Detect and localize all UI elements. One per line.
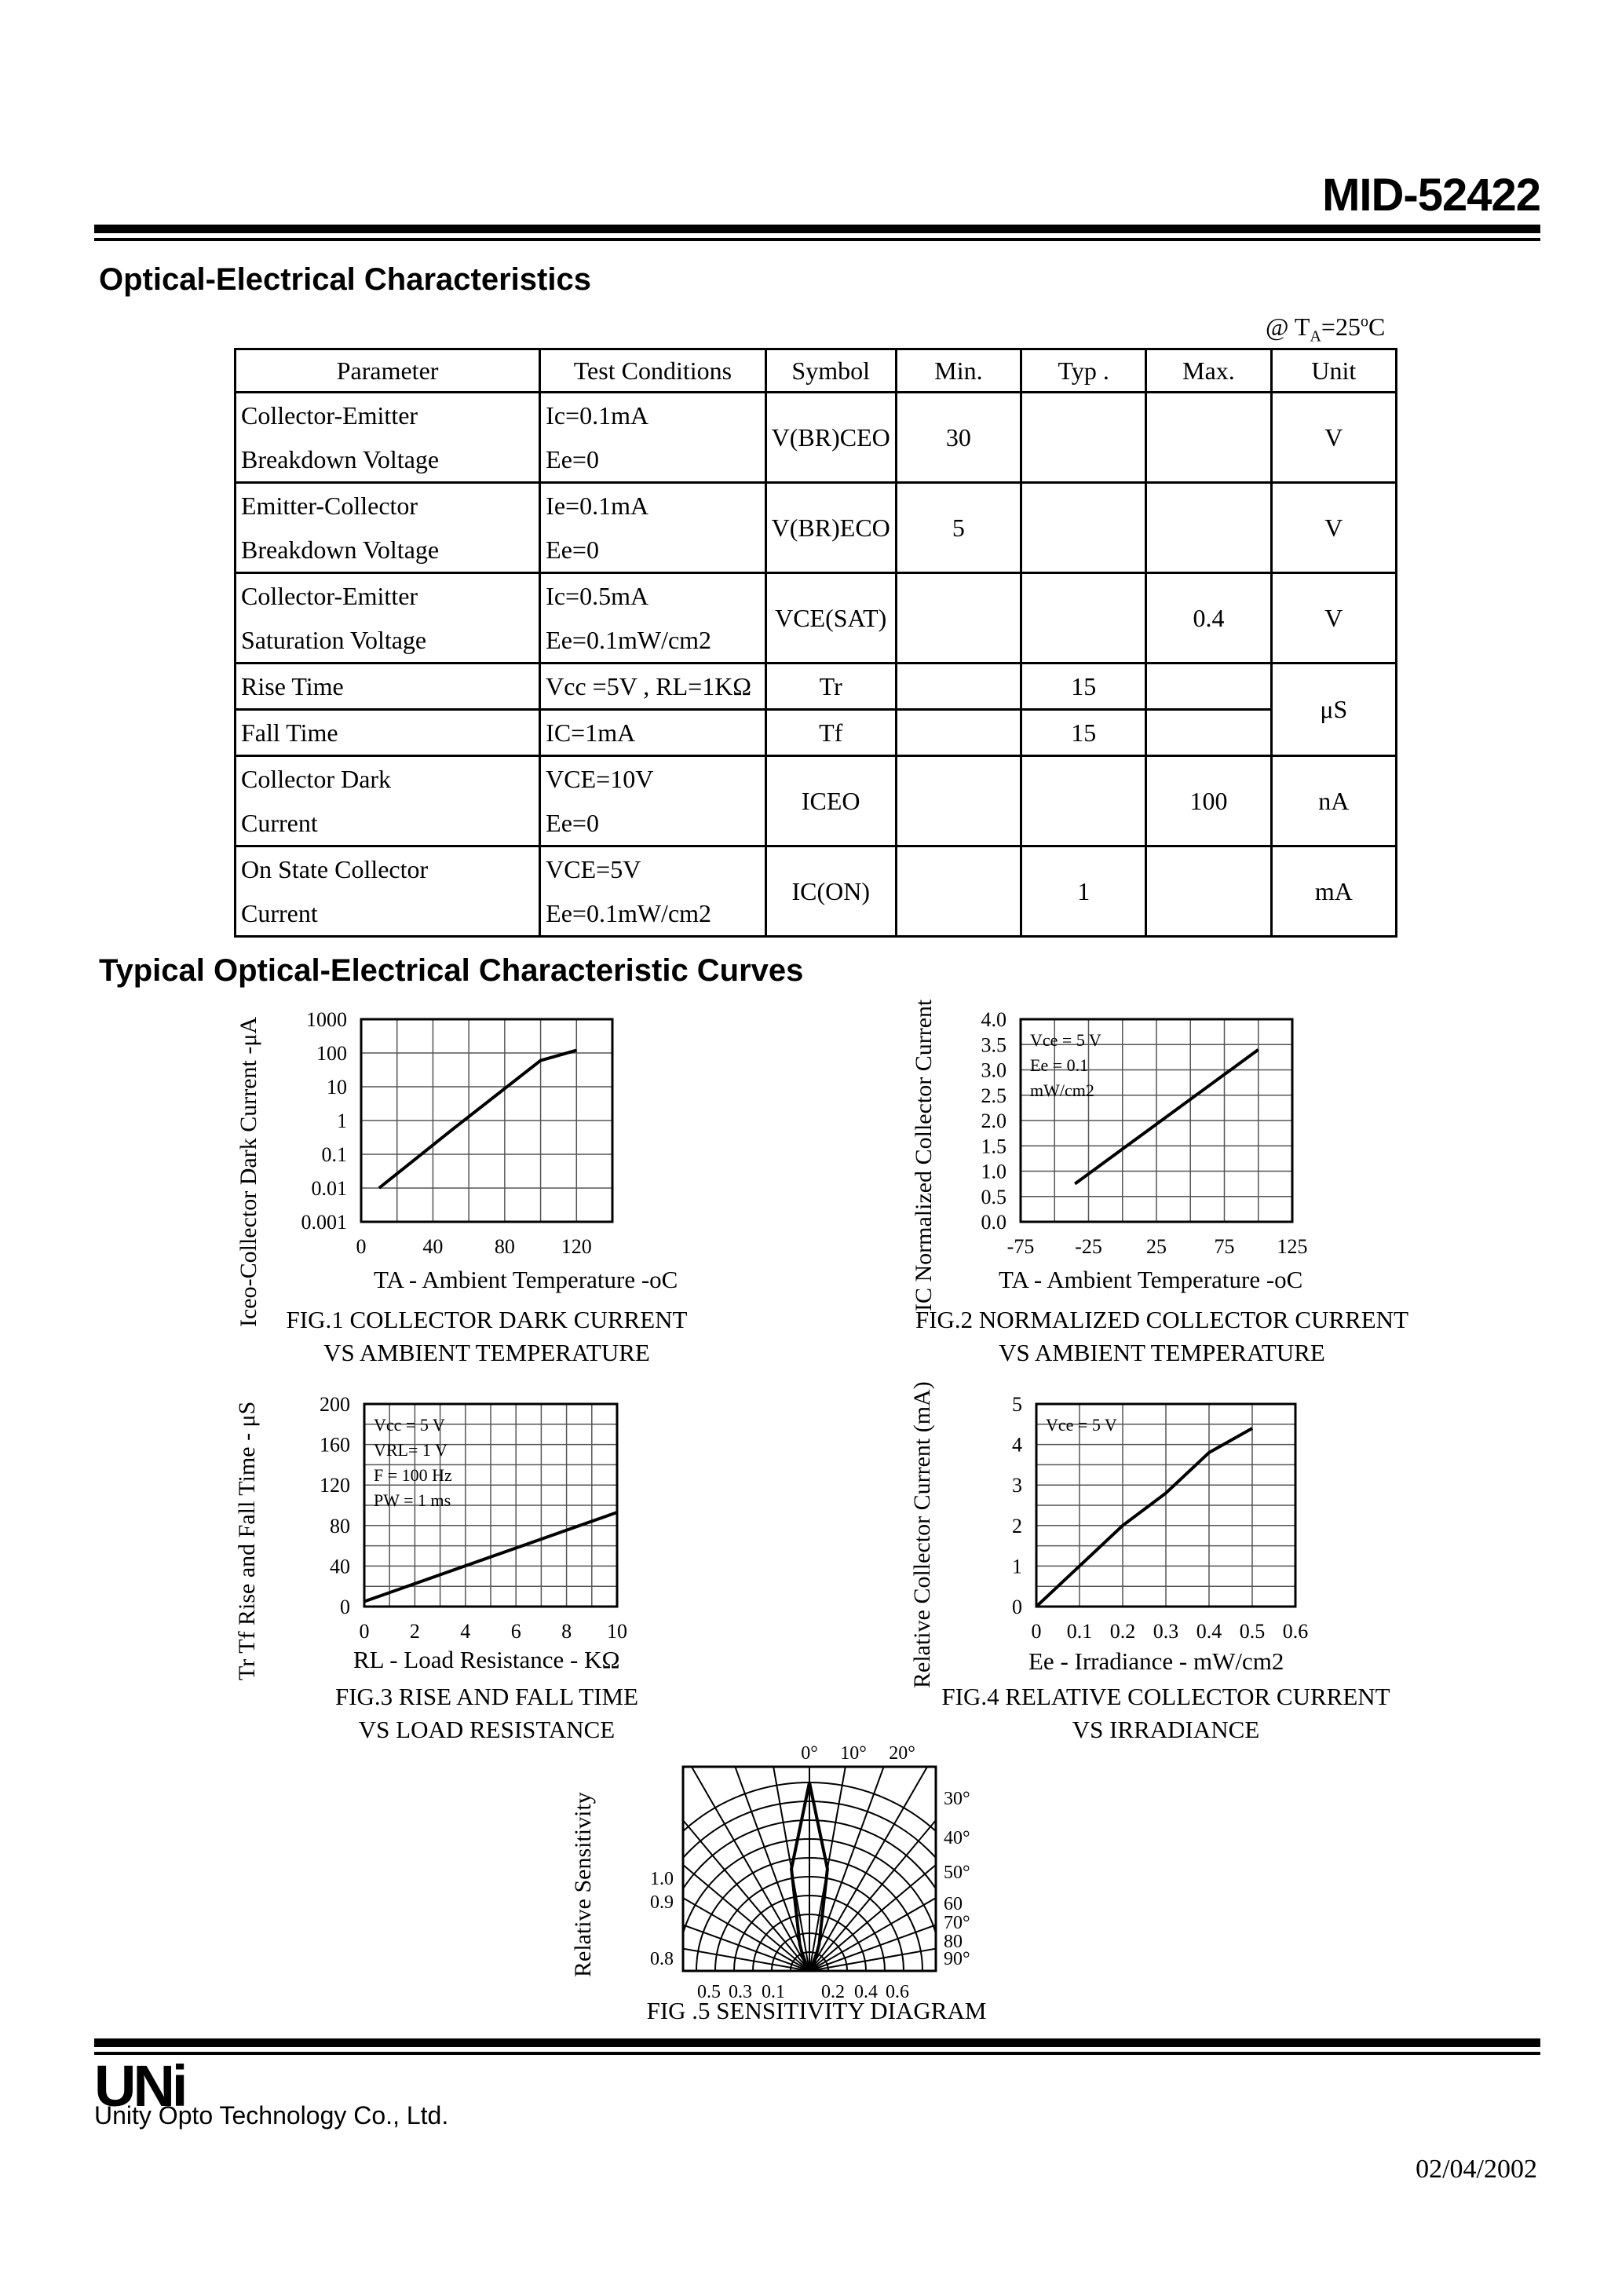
table-row xyxy=(236,710,1397,756)
fig5-ylabel: Relative Sensitivity xyxy=(570,1792,596,1977)
max-cell: 100 xyxy=(1146,756,1271,846)
fig4-xtick-label: 0.5 xyxy=(1239,1620,1266,1643)
fig5-bottom-label: 0.1 xyxy=(762,1982,785,2002)
part-number: MID-52422 xyxy=(1322,170,1540,221)
fig1-ytick-label: 0.001 xyxy=(301,1211,347,1234)
min-cell xyxy=(896,710,1021,756)
fig5-right-angle-label: 80 xyxy=(944,1932,963,1952)
fig2-ytick-label: 3.5 xyxy=(981,1033,1006,1057)
fig5-top-angle-label: 0° xyxy=(801,1743,818,1764)
fig1-ylabel: Iceo-Collector Dark Current -μA xyxy=(236,1016,261,1327)
fig4-xtick-label: 0.6 xyxy=(1282,1620,1309,1643)
fig2-ytick-label: 0.5 xyxy=(981,1185,1006,1208)
symbol-cell: ICEO xyxy=(765,756,896,846)
col-header: Test Conditions xyxy=(540,349,766,393)
min-cell xyxy=(896,756,1021,846)
fig2-xtick-label: 25 xyxy=(1146,1235,1167,1258)
min-cell xyxy=(896,846,1021,937)
symbol-cell: V(BR)ECO xyxy=(765,483,896,573)
param-cell: Collector-Emitter Breakdown Voltage xyxy=(236,393,540,483)
condition-note: @ $T_A=25^oC$ xyxy=(1266,313,1386,345)
fig2-xtick-label: -25 xyxy=(1075,1235,1102,1258)
company-logo: UNi xyxy=(94,2053,185,2119)
col-header: Parameter xyxy=(236,349,540,393)
cond-cell: Ie=0.1mA Ee=0 xyxy=(540,483,766,573)
unit-cell: nA xyxy=(1271,756,1396,846)
fig5-top-angle-label: 20° xyxy=(889,1743,915,1764)
fig3-ytick-label: 80 xyxy=(330,1514,350,1537)
fig5-bottom-label: 0.4 xyxy=(854,1982,878,2002)
fig3-annotation: Vcc = 5 V xyxy=(374,1415,445,1435)
fig2-ytick-label: 0.0 xyxy=(981,1211,1006,1234)
header-rule-thin xyxy=(94,238,1540,241)
fig3-annotation: F = 100 Hz xyxy=(374,1465,452,1485)
cond-cell: Vcc =5V , RL=1KΩ xyxy=(540,664,766,710)
fig2-annotation: Vce = 5 V xyxy=(1030,1030,1101,1050)
fig3-ytick-label: 0 xyxy=(340,1596,350,1618)
fig3-annotation: PW = 1 ms xyxy=(374,1490,451,1510)
fig5-left-label: 0.8 xyxy=(650,1949,674,1969)
typ-cell: 1 xyxy=(1021,846,1146,937)
fig4-ytick-label: 1 xyxy=(1012,1555,1022,1578)
fig2-xtick-label: 75 xyxy=(1214,1235,1235,1258)
fig1-xtick-label: 120 xyxy=(561,1235,592,1258)
min-cell xyxy=(896,664,1021,710)
fig3-xtick-label: 8 xyxy=(561,1620,572,1643)
symbol-cell: VCE(SAT) xyxy=(765,573,896,664)
fig3-annotation: VRL= 1 V xyxy=(374,1440,448,1460)
cond-cell: VCE=10V Ee=0 xyxy=(540,756,766,846)
cond-cell: VCE=5V Ee=0.1mW/cm2 xyxy=(540,846,766,937)
fig1-ytick-label: 0.01 xyxy=(311,1177,347,1200)
symbol-cell: IC(ON) xyxy=(765,846,896,937)
typ-cell xyxy=(1021,756,1146,846)
header-rule-thick xyxy=(94,225,1540,233)
fig5-right-angle-label: 60 xyxy=(944,1894,963,1914)
company-name: Unity Opto Technology Co., Ltd. xyxy=(94,2101,449,2130)
min-cell: 30 xyxy=(896,393,1021,483)
symbol-cell: V(BR)CEO xyxy=(765,393,896,483)
unit-cell: mA xyxy=(1271,846,1396,937)
cond-cell: Ic=0.5mA Ee=0.1mW/cm2 xyxy=(540,573,766,664)
fig5-bottom-label: 0.5 xyxy=(697,1982,721,2002)
fig5-caption: FIG .5 SENSITIVITY DIAGRAM xyxy=(646,1997,987,2024)
max-cell xyxy=(1146,483,1271,573)
spec-table xyxy=(234,348,1397,938)
unit-cell: μS xyxy=(1271,664,1396,756)
fig3-xtick-label: 4 xyxy=(460,1620,471,1643)
fig2-xtick-label: 125 xyxy=(1277,1235,1308,1258)
fig5-chart xyxy=(628,1727,989,2010)
footer-rule-thin xyxy=(94,2052,1540,2055)
fig4-ytick-label: 3 xyxy=(1012,1474,1022,1497)
min-cell xyxy=(896,573,1021,664)
max-cell xyxy=(1146,393,1271,483)
fig2-chart xyxy=(966,997,1319,1272)
fig1-xtick-label: 0 xyxy=(356,1235,367,1258)
max-cell: 0.4 xyxy=(1146,573,1271,664)
fig3-ytick-label: 120 xyxy=(320,1474,350,1497)
table-row xyxy=(236,393,1397,483)
cond-cell: IC=1mA xyxy=(540,710,766,756)
fig3-xtick-label: 10 xyxy=(607,1620,627,1643)
col-header: Symbol xyxy=(765,349,896,393)
unit-cell: V xyxy=(1271,483,1396,573)
fig3-xtick-label: 2 xyxy=(409,1620,420,1643)
fig2-caption: FIG.2 NORMALIZED COLLECTOR CURRENT VS AMBIENT TEMPERATURE xyxy=(915,1306,1409,1366)
fig5-right-angle-label: 90° xyxy=(944,1949,970,1969)
fig1-ytick-label: 10 xyxy=(327,1076,347,1099)
fig4-ytick-label: 2 xyxy=(1012,1514,1022,1537)
param-cell: Emitter-Collector Breakdown Voltage xyxy=(236,483,540,573)
fig3-xtick-label: 6 xyxy=(510,1620,521,1643)
fig2-xlabel: TA - Ambient Temperature -oC xyxy=(999,1266,1303,1293)
param-cell: On State Collector Current xyxy=(236,846,540,937)
fig4-xtick-label: 0 xyxy=(1031,1620,1042,1643)
param-cell: Collector Dark Current xyxy=(236,756,540,846)
fig4-chart xyxy=(974,1382,1311,1641)
fig3-ytick-label: 160 xyxy=(320,1433,350,1457)
typ-cell xyxy=(1021,573,1146,664)
fig1-ytick-label: 0.1 xyxy=(321,1143,347,1166)
fig2-ytick-label: 3.0 xyxy=(981,1058,1006,1082)
fig4-xtick-label: 0.3 xyxy=(1153,1620,1179,1643)
fig5-left-label: 0.9 xyxy=(650,1892,674,1913)
typ-cell: 15 xyxy=(1021,710,1146,756)
col-header: Max. xyxy=(1146,349,1271,393)
fig5-bottom-label: 0.2 xyxy=(821,1982,845,2002)
table-row xyxy=(236,664,1397,710)
fig5-right-angle-label: 40° xyxy=(944,1828,970,1848)
fig1-chart xyxy=(283,997,628,1272)
cond-cell: Ic=0.1mA Ee=0 xyxy=(540,393,766,483)
symbol-cell: Tr xyxy=(765,664,896,710)
fig5-right-angle-label: 70° xyxy=(944,1913,970,1933)
fig3-xtick-label: 0 xyxy=(359,1620,370,1643)
fig4-annotation: Vce = 5 V xyxy=(1046,1415,1117,1435)
fig2-ytick-label: 1.5 xyxy=(981,1135,1006,1158)
max-cell xyxy=(1146,846,1271,937)
fig2-annotation: Ee = 0.1 xyxy=(1030,1055,1089,1075)
fig1-xtick-label: 40 xyxy=(422,1235,444,1258)
fig5-left-label: 1.0 xyxy=(650,1869,674,1889)
fig2-ylabel: IC Normalized Collector Current xyxy=(911,999,937,1311)
table-row xyxy=(236,756,1397,846)
fig5-right-angle-label: 30° xyxy=(944,1789,970,1809)
fig4-xtick-label: 0.1 xyxy=(1066,1620,1093,1643)
fig2-xtick-label: -75 xyxy=(1006,1235,1035,1258)
fig4-ytick-label: 5 xyxy=(1012,1393,1022,1416)
table-row xyxy=(236,846,1397,937)
fig2-ytick-label: 1.0 xyxy=(981,1160,1006,1183)
fig1-ytick-label: 1 xyxy=(337,1110,347,1132)
fig4-ytick-label: 0 xyxy=(1012,1596,1022,1618)
typ-cell xyxy=(1021,483,1146,573)
fig2-ytick-label: 4.0 xyxy=(981,1008,1006,1031)
symbol-cell: Tf xyxy=(765,710,896,756)
fig2-annotation: mW/cm2 xyxy=(1030,1080,1094,1100)
fig5-top-angle-label: 10° xyxy=(840,1743,867,1764)
param-cell: Fall Time xyxy=(236,710,540,756)
param-cell: Collector-Emitter Saturation Voltage xyxy=(236,573,540,664)
param-cell: Rise Time xyxy=(236,664,540,710)
max-cell xyxy=(1146,664,1271,710)
table-row xyxy=(236,483,1397,573)
fig1-series-line xyxy=(379,1051,576,1188)
fig2-ytick-label: 2.0 xyxy=(981,1110,1006,1132)
fig1-xtick-label: 80 xyxy=(494,1235,515,1258)
fig3-chart xyxy=(290,1382,628,1641)
unit-cell: V xyxy=(1271,573,1396,664)
max-cell xyxy=(1146,710,1271,756)
fig5-bottom-label: 0.6 xyxy=(886,1982,909,2002)
fig1-ytick-label: 100 xyxy=(316,1042,347,1065)
fig4-ytick-label: 4 xyxy=(1012,1433,1022,1457)
fig1-ytick-label: 1000 xyxy=(306,1008,347,1031)
section-title-curves: Typical Optical-Electrical Characteristic Curves xyxy=(99,953,804,988)
fig1-xlabel: TA - Ambient Temperature -oC xyxy=(374,1266,678,1293)
col-header: Min. xyxy=(896,349,1021,393)
fig5-bottom-label: 0.3 xyxy=(729,1982,752,2002)
typ-cell: 15 xyxy=(1021,664,1146,710)
col-header: Typ . xyxy=(1021,349,1146,393)
fig4-series-line xyxy=(1036,1428,1252,1607)
fig3-ylabel: Tr Tf Rise and Fall Time - μS xyxy=(234,1401,260,1680)
section-title: Optical-Electrical Characteristics xyxy=(99,262,591,297)
fig4-xtick-label: 0.4 xyxy=(1196,1620,1222,1643)
fig4-ylabel: Relative Collector Current (mA) xyxy=(909,1381,935,1688)
fig5-right-angle-label: 50° xyxy=(944,1863,970,1883)
table-row xyxy=(236,573,1397,664)
table-header-row xyxy=(236,349,1397,393)
fig4-caption: FIG.4 RELATIVE COLLECTOR CURRENT VS IRRADIANCE xyxy=(941,1683,1390,1743)
fig2-ytick-label: 2.5 xyxy=(981,1084,1006,1107)
fig4-xtick-label: 0.2 xyxy=(1109,1620,1136,1643)
document-date: 02/04/2002 xyxy=(1416,2155,1537,2184)
typ-cell xyxy=(1021,393,1146,483)
fig3-ytick-label: 40 xyxy=(330,1555,350,1578)
fig3-xlabel: RL - Load Resistance - KΩ xyxy=(353,1646,620,1673)
footer-rule-thick xyxy=(94,2038,1540,2047)
fig4-xlabel: Ee - Irradiance - mW/cm2 xyxy=(1028,1647,1284,1675)
fig1-caption: FIG.1 COLLECTOR DARK CURRENT VS AMBIENT TEMPERATURE xyxy=(286,1306,688,1366)
fig3-caption: FIG.3 RISE AND FALL TIME VS LOAD RESISTANCE xyxy=(334,1683,639,1743)
fig3-ytick-label: 200 xyxy=(320,1393,350,1416)
col-header: Unit xyxy=(1271,349,1396,393)
min-cell: 5 xyxy=(896,483,1021,573)
unit-cell: V xyxy=(1271,393,1396,483)
